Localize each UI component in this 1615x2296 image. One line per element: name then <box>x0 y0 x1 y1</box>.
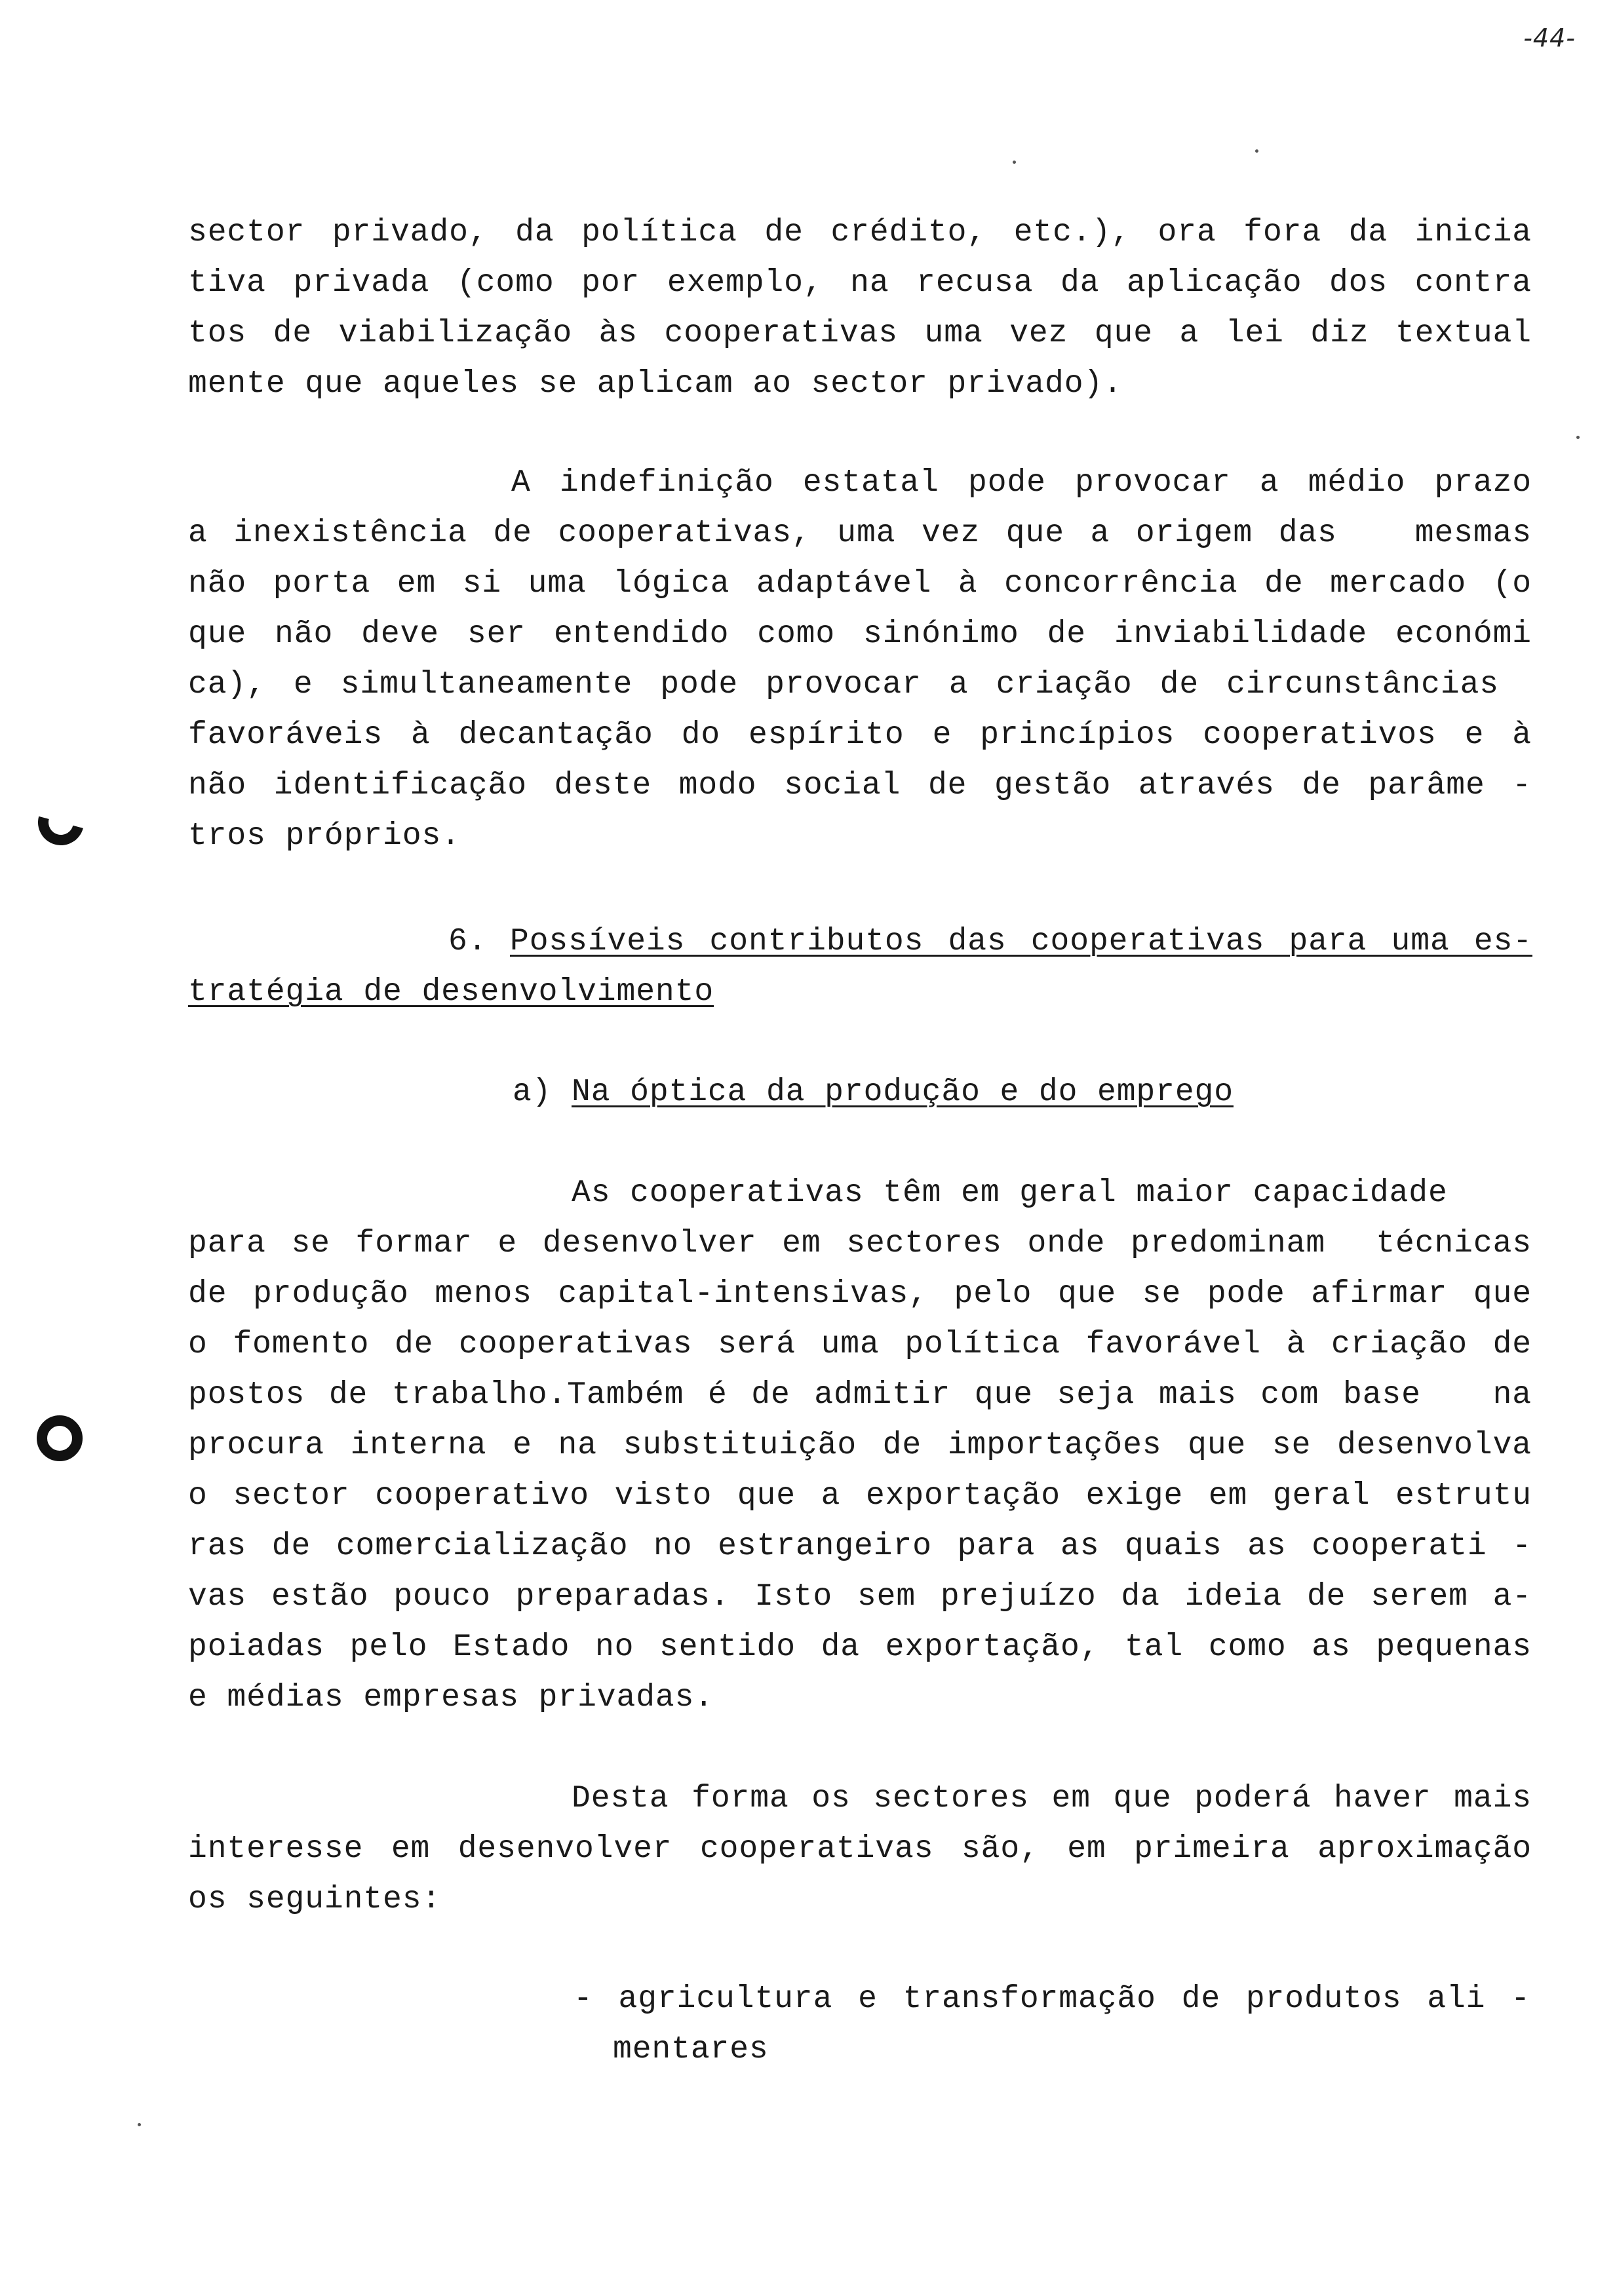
paragraph3-line: As cooperativas têm em geral maior capacidade <box>572 1176 1448 1211</box>
section-number: 6. <box>448 924 488 959</box>
paragraph1-line: sector privado, da política de crédito, etc.), ora fora da inicia <box>188 215 1532 250</box>
paragraph4-line: os seguintes: <box>188 1882 442 1917</box>
binder-hole-top <box>29 791 92 854</box>
paragraph2-line: a inexistência de cooperativas, uma vez que a origem das mesmas <box>188 516 1532 551</box>
paragraph2-line: que não deve ser entendido como sinónimo de inviabilidade económi <box>188 617 1532 652</box>
section-title-line1: Possíveis contributos das cooperativas para uma es- <box>510 924 1532 959</box>
paragraph2-line: tros próprios. <box>188 818 461 854</box>
scan-speck <box>138 2123 141 2126</box>
section-title-line2: tratégia de desenvolvimento <box>188 974 714 1010</box>
paragraph2-line: ca), e simultaneamente pode provocar a criação de circunstâncias <box>188 667 1499 702</box>
scan-speck <box>1013 161 1016 164</box>
binder-hole-bottom <box>37 1415 83 1461</box>
paragraph1-line: tiva privada (como por exemplo, na recusa da aplicação dos contra <box>188 265 1532 301</box>
list-item-line1: - agricultura e transformação de produtos ali - <box>574 1981 1530 2017</box>
paragraph2-line: não identificação deste modo social de gestão através de parâme - <box>188 768 1532 803</box>
paragraph3-line: o fomento de cooperativas será uma política favorável à criação de <box>188 1327 1532 1362</box>
scan-speck <box>1255 149 1258 153</box>
scan-speck <box>1576 436 1580 439</box>
subsection-title: Na óptica da produção e do emprego <box>572 1075 1234 1110</box>
paragraph3-line: e médias empresas privadas. <box>188 1680 714 1715</box>
paragraph3-line: procura interna e na substituição de importações que se desenvolva <box>188 1428 1532 1463</box>
paragraph2-line: A indefinição estatal pode provocar a médio prazo <box>511 465 1532 501</box>
paragraph3-line: para se formar e desenvolver em sectores onde predominam técnicas <box>188 1226 1532 1261</box>
paragraph3-line: postos de trabalho.Também é de admitir que seja mais com base na <box>188 1377 1532 1413</box>
paragraph1-line: tos de viabilização às cooperativas uma vez que a lei diz textual <box>188 316 1532 351</box>
paragraph2-line: favoráveis à decantação do espírito e princípios cooperativos e à <box>188 718 1532 753</box>
list-item-line2: mentares <box>613 2032 769 2067</box>
page-number: -44- <box>1523 24 1576 52</box>
paragraph4-line: Desta forma os sectores em que poderá haver mais <box>572 1781 1532 1816</box>
paragraph1-line: mente que aqueles se aplicam ao sector privado). <box>188 366 1123 402</box>
paragraph2-line: não porta em si uma lógica adaptável à concorrência de mercado (o <box>188 566 1532 602</box>
paragraph3-line: de produção menos capital-intensivas, pelo que se pode afirmar que <box>188 1276 1532 1312</box>
paragraph3-line: vas estão pouco preparadas. Isto sem prejuízo da ideia de serem a- <box>188 1579 1532 1615</box>
subsection-marker: a) <box>513 1075 552 1110</box>
paragraph3-line: poiadas pelo Estado no sentido da exportação, tal como as pequenas <box>188 1630 1532 1665</box>
paragraph3-line: ras de comercialização no estrangeiro para as quais as cooperati - <box>188 1529 1532 1564</box>
paragraph4-line: interesse em desenvolver cooperativas são, em primeira aproximação <box>188 1831 1532 1867</box>
paragraph3-line: o sector cooperativo visto que a exportação exige em geral estrutu <box>188 1478 1532 1514</box>
